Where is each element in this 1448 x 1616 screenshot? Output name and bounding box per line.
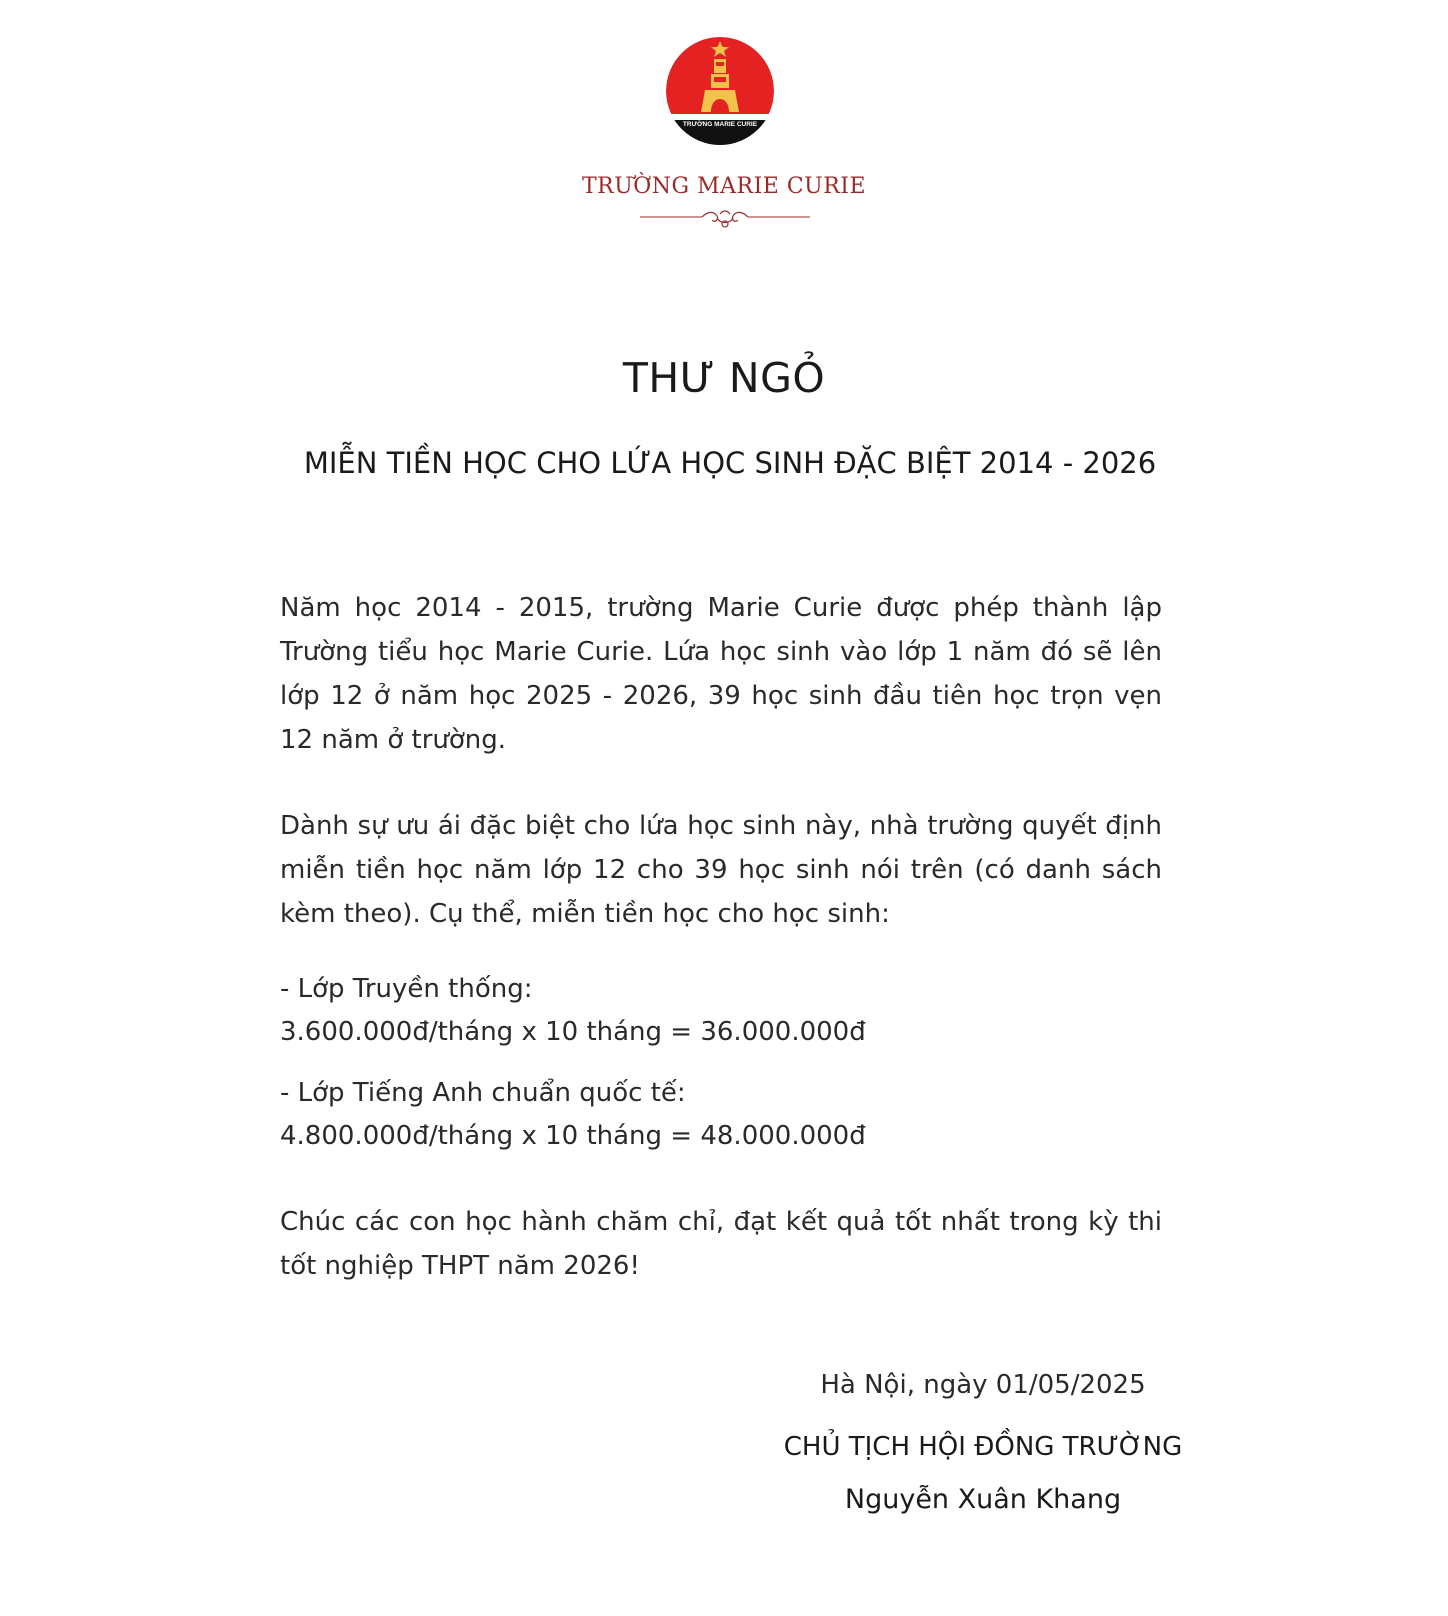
fee-item-label: - Lớp Tiếng Anh chuẩn quốc tế: — [280, 1078, 686, 1108]
signature-place-date: Hà Nội, ngày 01/05/2025 — [820, 1370, 1146, 1400]
fee-item-calculation: 4.800.000đ/tháng x 10 tháng = 48.000.000đ — [280, 1121, 866, 1151]
school-name: TRƯỜNG MARIE CURIE — [581, 174, 867, 199]
paragraph-intro: Năm học 2014 - 2015, trường Marie Curie được phép thành lập Trường tiểu học Marie Curie. Lứa học sinh vào lớp 1 năm đó sẽ lên lớp 12 ở năm học 2025 - 2026, 39 học sinh đầu tiên học trọn vẹn 12 năm ở trường. — [280, 593, 1162, 755]
ornament-divider — [640, 208, 810, 230]
paragraph-decision: Dành sự ưu ái đặc biệt cho lứa học sinh này, nhà trường quyết định miễn tiền học năm lớp 12 cho 39 học sinh nói trên (có danh sách kèm theo). Cụ thể, miễn tiền học cho học sinh: — [280, 811, 1162, 929]
fee-item-calculation: 3.600.000đ/tháng x 10 tháng = 36.000.000đ — [280, 1017, 866, 1047]
page-title: THƯ NGỎ — [622, 354, 826, 402]
fee-item — [280, 1072, 1162, 1158]
signature-position: CHỦ TỊCH HỘI ĐỒNG TRƯỜNG — [783, 1432, 1183, 1462]
fee-item-label: - Lớp Truyền thống: — [280, 974, 533, 1004]
school-logo — [665, 36, 775, 146]
fee-item — [280, 968, 1162, 1054]
page-subtitle: MIỄN TIỀN HỌC CHO LỨA HỌC SINH ĐẶC BIỆT 2014 - 2026 — [303, 446, 1157, 480]
paragraph-closing: Chúc các con học hành chăm chỉ, đạt kết quả tốt nhất trong kỳ thi tốt nghiệp THPT năm 2026! — [280, 1207, 1162, 1281]
signature-name: Nguyễn Xuân Khang — [844, 1484, 1122, 1515]
logo-text: TRƯỜNG MARIE CURIE — [682, 121, 758, 128]
